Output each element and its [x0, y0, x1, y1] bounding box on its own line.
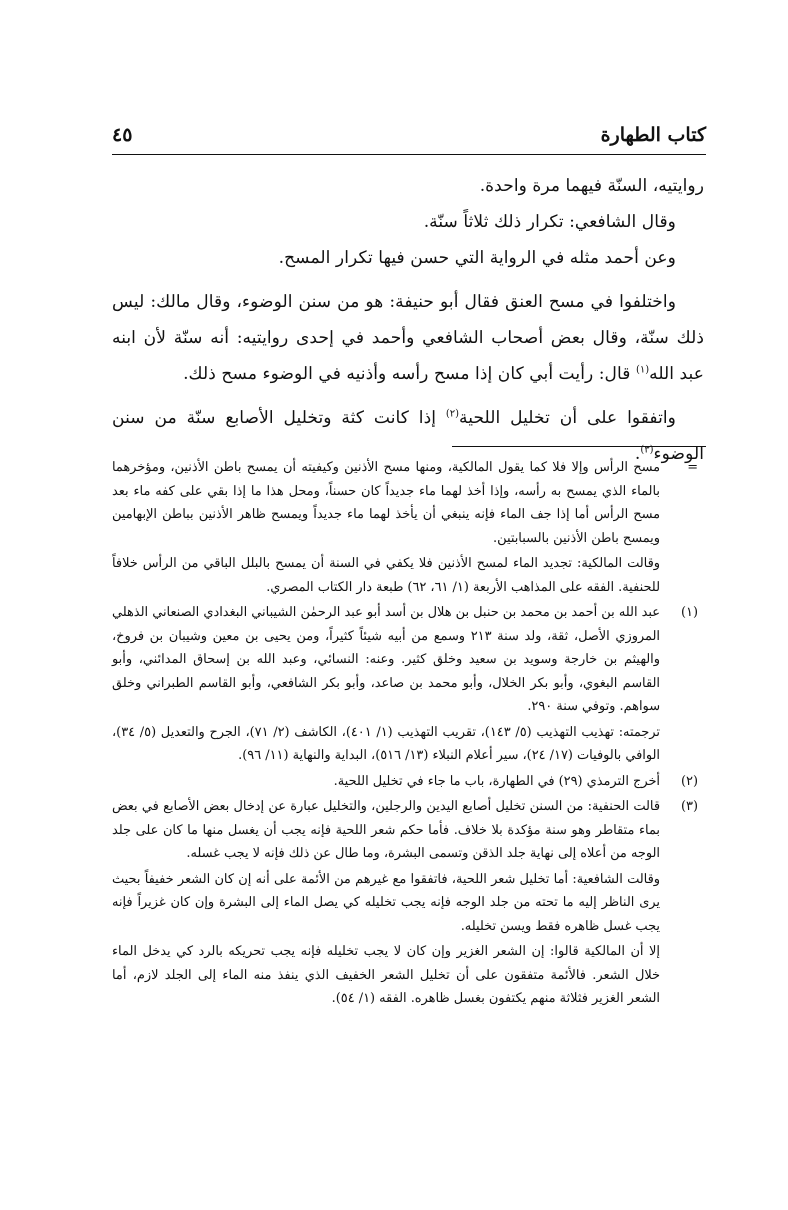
main-paragraph: وقال الشافعي: تكرار ذلك ثلاثاً سنّة.	[423, 212, 676, 232]
footnotes	[112, 456, 704, 1011]
footnote-text: أخرج الترمذي (٢٩) في الطهارة، باب ما جاء في تخليل اللحية.	[333, 773, 660, 789]
footnote-separator	[452, 446, 706, 447]
main-paragraph: واتفقوا على أن تخليل اللحية$^{(٢)}$ إذا كانت كثة وتخليل الأصابع سنّة من سنن الوضوء$^{(٣)}$.	[112, 408, 704, 464]
footnote-text: قالت الحنفية: من السنن تخليل أصابع اليدين والرجلين، والتخليل عبارة عن إدخال بعض الأصابع في بعض بماء متقاطر وهو سنة مؤكدة بلا خلاف. فأما حكم شعر اللحية فإنه يجب أن يغسل منها ما كان على جلد الوجه من أعلاه إلى نهاية جلد الذقن وتسمى البشرة، وما طال عن ذلك فإنه لا يجب غسله.	[112, 799, 660, 861]
footnote-2	[112, 770, 704, 794]
footnote-continued	[112, 456, 704, 599]
footnote-number: (١)	[681, 605, 698, 620]
main-paragraph: واختلفوا في مسح العنق فقال أبو حنيفة: هو من سنن الوضوء، وقال مالك: ليس ذلك سنّة، وقال بعض أصحاب الشافعي وأحمد في إحدى روايتيه: أنه سنّة لأن ابنه عبد الله$^{(١)}$ قال: رأيت أبي كان إذا مسح رأسه وأذنيه في الوضوء مسح ذلك.	[112, 292, 704, 384]
footnote-number: (٢)	[681, 773, 698, 789]
footnote-text: ترجمته: تهذيب التهذيب (٥/ ١٤٣)، تقريب التهذيب (١/ ٤٠١)، الكاشف (٢/ ٧١)، الجرح والتعديل (٥/ ٣٤)، الوافي بالوفيات (١٧/ ٢٤)، سير أعلام النبلاء (١٣/ ٥١٦)، البداية والنهاية (١١/ ٩٦).	[112, 724, 660, 763]
footnote-marker[interactable]: (٢)	[445, 408, 460, 420]
main-paragraph: وعن أحمد مثله في الرواية التي حسن فيها تكرار المسح.	[278, 248, 676, 268]
chapter-title: كتاب الطهارة	[600, 124, 706, 146]
footnote-text: إلا أن المالكية قالوا: إن الشعر الغزير وإن كان لا يجب تخليله فإنه يجب تحريكه بالرد كي يدخل الماء خلال الشعر. فالأئمة متفقون على أن تخليل الشعر الخفيف الذي ينفذ منه الماء إلى الجلد لازم، أما الشعر الغزير فثلاثة منهم يكتفون بغسل ظاهره. الفقه (١/ ٥٤).	[112, 944, 660, 1006]
main-text	[112, 168, 704, 472]
footnote-marker[interactable]: (٣)	[640, 444, 654, 456]
running-header	[112, 124, 706, 152]
footnote-text: وقالت الشافعية: أما تخليل شعر اللحية، فاتفقوا مع غيرهم من الأئمة على أنه إن كان الشعر خفيفاً بحيث يرى الناظر إليه ما تحته من جلد الوجه فإنه يجب تخليله كي يصل الماء إلى البشرة وإن كان غزيراً فإنه يجب غسل ظاهره فقط ويسن تخليله.	[112, 871, 660, 934]
footnote-marker[interactable]: (١)	[635, 364, 650, 376]
footnote-3	[112, 795, 704, 1011]
page-number: ٤٥	[112, 124, 133, 146]
footnote-number: =	[687, 460, 698, 475]
footnote-text: وقالت المالكية: تجديد الماء لمسح الأذنين فلا يكفي في السنة أن يمسح بالبلل الباقي من الرأس خلافاً للحنفية. الفقه على المذاهب الأربعة (١/ ٦١، ٦٢) طبعة دار الكتاب المصري.	[112, 556, 660, 595]
footnote-number: (٣)	[681, 799, 698, 814]
main-paragraph: روايتيه، السنّة فيهما مرة واحدة.	[479, 176, 704, 196]
footnote-1	[112, 601, 704, 768]
header-rule	[112, 154, 706, 155]
footnote-text: مسح الرأس وإلا فلا كما يقول المالكية، ومنها مسح الأذنين وكيفيته أن يمسح باطن الأذنين، ومؤخرهما بالماء الذي يمسح به رأسه، وإذا أخذ لهما ماء جديداً كان حسناً، ومحل هذا ما إذا بقي على كفه ماء بعد مسح الرأس أما إذا جف الماء فإنه ينبغي أن يأخذ لهما ماء جديداً ويمسح ظاهر الأذنين بباطن الإبهامين ويمسح باطن الأذنين بالسبابتين.	[112, 460, 660, 546]
footnote-text: عبد الله بن أحمد بن محمد بن حنبل بن هلال بن أسد أبو عبد الرحمٰن الشيباني البغدادي الصنعاني الذهلي المروزي الأصل، ثقة، ولد سنة ٢١٣ وسمع من أبيه شيئاً كثيراً، ومن يحيى بن معين وشيبان بن فروخ، والهيثم بن خارجة وسويد بن سعيد وخلق كثير. وعنه: النسائي، وعبد الله بن إسحاق المدائني، وأبو القاسم البغوي، وأبو بكر الخلال، وأبو محمد بن صاعد، وأبو بكر الشافعي، وأبو القاسم الطبراني وخلق سواهم. وتوفي سنة ٢٩٠.	[112, 605, 660, 714]
